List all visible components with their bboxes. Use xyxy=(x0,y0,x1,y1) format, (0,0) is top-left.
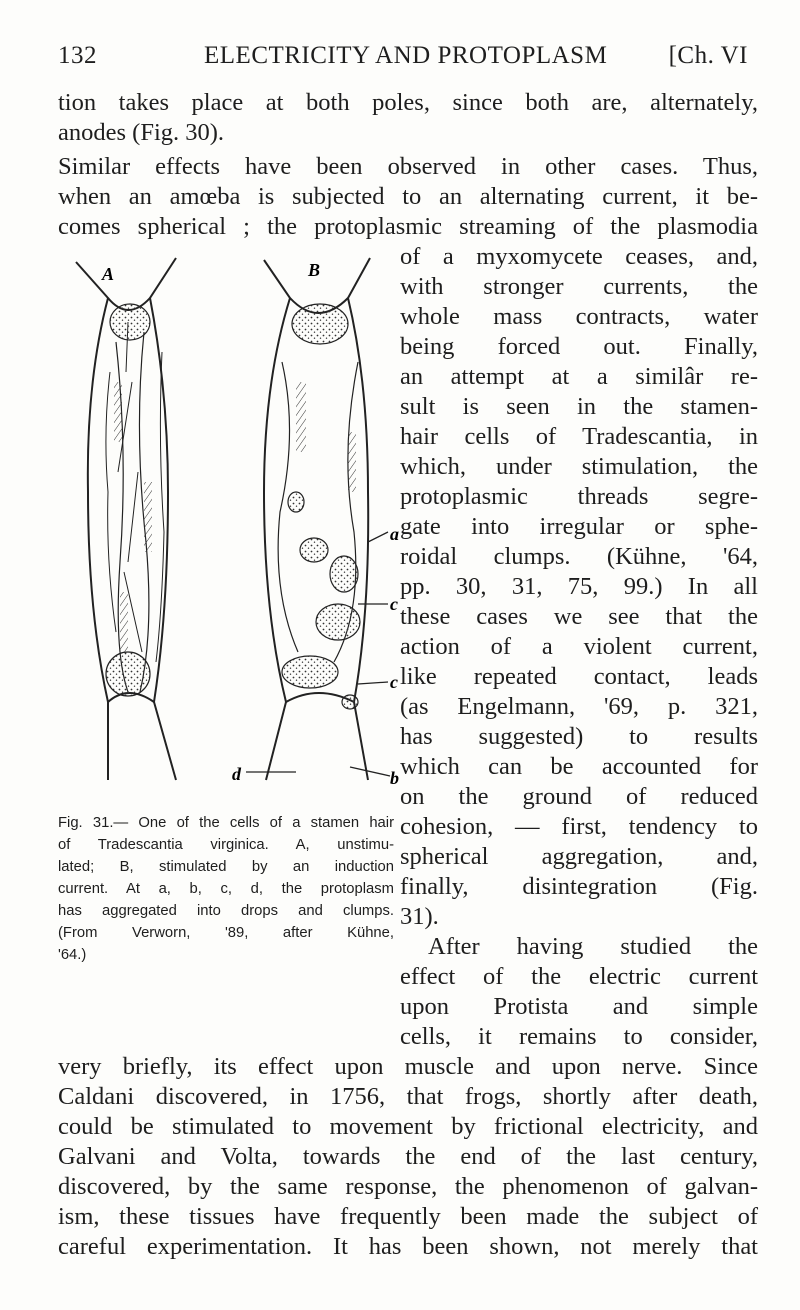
text-line: sult is seen in the stamen- xyxy=(400,393,758,420)
text-line: roidal clumps. (Kühne, '64, xyxy=(400,543,758,570)
text-line: an attempt at a similâr re- xyxy=(400,363,758,390)
caption-line: Fig. 31.— One of the cells of a stamen hair xyxy=(58,815,394,831)
caption-line: lated; B, stimulated by an induction xyxy=(58,859,394,875)
text-line: with stronger currents, the xyxy=(400,273,758,300)
caption-line: of Tradescantia virginica. A, unstimu- xyxy=(58,837,394,853)
text-line: anodes (Fig. 30). xyxy=(58,119,225,146)
text-line: could be stimulated to movement by frictional electricity, and xyxy=(58,1113,758,1140)
text-line: on the ground of reduced xyxy=(400,783,758,810)
caption-line: has aggregated into drops and clumps. xyxy=(58,903,394,919)
text-line: tion takes place at both poles, since both are, alternately, xyxy=(58,89,758,116)
text-line: 31). xyxy=(400,903,439,930)
running-title: ELECTRICITY AND PROTOPLASM xyxy=(204,42,608,69)
figure-label-a: a xyxy=(390,524,399,544)
caption-line: current. At a, b, c, d, the protoplasm xyxy=(58,881,394,897)
text-line: cohesion, — first, tendency to xyxy=(400,813,758,840)
text-line: protoplasmic threads segre- xyxy=(400,483,758,510)
label-leaders xyxy=(246,532,390,776)
text-line: Galvani and Volta, towards the end of the last century, xyxy=(58,1143,758,1170)
text-line: which can be accounted for xyxy=(400,753,758,780)
chapter-label: [Ch. VI xyxy=(668,42,748,69)
figure-label-a-cell: A xyxy=(102,264,115,284)
figure-label-c: c xyxy=(390,594,398,614)
figure-label-c-second: c xyxy=(390,672,398,692)
text-line: has suggested) to results xyxy=(400,723,758,750)
text-line: Similar effects have been observed in other cases. Thus, xyxy=(58,153,758,180)
text-line: of a myxomycete ceases, and, xyxy=(400,243,758,270)
figure-label-b-cell: B xyxy=(308,260,321,280)
text-line: After having studied the xyxy=(428,933,758,960)
text-line: finally, disintegration (Fig. xyxy=(400,873,758,900)
running-header xyxy=(58,42,748,78)
caption-line: '64.) xyxy=(58,947,87,963)
text-line: hair cells of Tradescantia, in xyxy=(400,423,758,450)
text-line: pp. 30, 31, 75, 99.) In all xyxy=(400,573,758,600)
text-line: when an amœba is subjected to an alternating current, it be- xyxy=(58,183,758,210)
text-line: (as Engelmann, '69, p. 321, xyxy=(400,693,758,720)
text-line: upon Protista and simple xyxy=(400,993,758,1020)
text-line: spherical aggregation, and, xyxy=(400,843,758,870)
text-line: Caldani discovered, in 1756, that frogs, shortly after death, xyxy=(58,1083,758,1110)
figure-label-d: d xyxy=(232,764,241,784)
text-line: these cases we see that the xyxy=(400,603,758,630)
stamen-hair-cell-figure xyxy=(58,232,402,807)
text-line: very briefly, its effect upon muscle and upon nerve. Since xyxy=(58,1053,758,1080)
text-line: effect of the electric current xyxy=(400,963,758,990)
text-line: cells, it remains to consider, xyxy=(400,1023,758,1050)
text-line: which, under stimulation, the xyxy=(400,453,758,480)
figure-caption xyxy=(58,812,394,966)
text-line: ism, these tissues have frequently been made the subject of xyxy=(58,1203,758,1230)
text-line: action of a violent current, xyxy=(400,633,758,660)
text-line: gate into irregular or sphe- xyxy=(400,513,758,540)
text-line: discovered, by the same response, the phenomenon of galvan- xyxy=(58,1173,758,1200)
page-number: 132 xyxy=(58,42,97,69)
caption-line: (From Verworn, '89, after Kühne, xyxy=(58,925,394,941)
text-line: whole mass contracts, water xyxy=(400,303,758,330)
figure-label-b: b xyxy=(390,768,399,788)
text-line: careful experimentation. It has been shown, not merely that xyxy=(58,1233,758,1260)
text-line: being forced out. Finally, xyxy=(400,333,758,360)
text-line: comes spherical ; the protoplasmic streaming of the plasmodia xyxy=(58,213,758,240)
text-line: like repeated contact, leads xyxy=(400,663,758,690)
